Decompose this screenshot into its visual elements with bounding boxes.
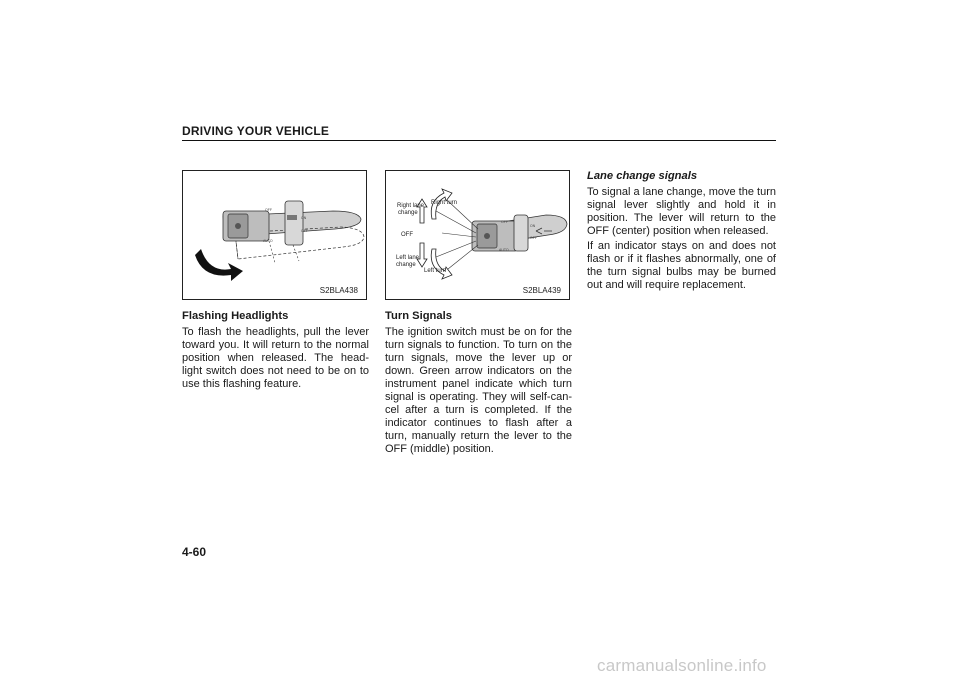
down-curved-arrow-icon [431, 249, 452, 279]
section-flashing-headlights [182, 310, 369, 393]
figure-code: S2BLA439 [522, 286, 561, 295]
turn-signal-illustration [386, 171, 571, 301]
label-off: OFF [401, 232, 413, 238]
label-left-lane-1: Left lane [396, 255, 420, 261]
page-header: DRIVING YOUR VEHICLE [182, 124, 330, 138]
pull-arrow-icon [195, 249, 243, 281]
lever-pull-illustration [183, 171, 368, 301]
label-left-turn: Left turn [424, 268, 447, 274]
switch-label-off-2: OFF [530, 236, 537, 240]
switch-label-off-1: OFF [501, 220, 508, 224]
label-right-turn: Right turn [431, 200, 458, 206]
section-body: To flash the headlights, pull the lever toward you. It will return to the normal position when released. The head-light switch does not need to be on to use this flashing feature. [182, 326, 369, 390]
section-body: The ignition switch must be on for the turn signals to function. To turn on the turn signals, move the lever up or down. Green arrow indicators on the instrument panel indicate which turn signal is operating. They will self-can-cel after a turn is completed. If the indicator continues to flash after a turn, manually return the lever to the OFF (middle) position. [385, 326, 572, 455]
label-right-lane-1: Right lane [397, 203, 425, 209]
figure-code: S2BLA438 [319, 286, 358, 295]
section-paragraph-1: To signal a lane change, move the turn signal lever slightly and hold it in position. The lever will return to the OFF (center) position when released. [587, 186, 776, 237]
figure-flashing-headlights [182, 170, 367, 300]
header-rule [182, 140, 776, 141]
section-heading: Turn Signals [385, 310, 452, 322]
section-heading: Lane change signals [587, 170, 698, 182]
switch-label-auto: AUTO [499, 248, 509, 252]
switch-label-on: ON [530, 224, 536, 228]
section-paragraph-2: If an indicator stays on and does not flash or if it flashes abnormally, one of the turn signal bulbs may be burned out and will require replacement. [587, 240, 776, 291]
switch-label-off-1: OFF [265, 208, 272, 212]
switch-label-auto: AUTO [263, 239, 273, 243]
figure-turn-signals [385, 170, 570, 300]
label-right-lane-2: change [398, 210, 418, 216]
page-number: 4-60 [182, 545, 207, 559]
label-left-lane-2: change [396, 262, 416, 268]
watermark: carmanualsonline.info [597, 656, 767, 675]
section-lane-change [587, 170, 776, 294]
switch-label-off-2: OFF [301, 229, 308, 233]
switch-label-on: ON [301, 216, 307, 220]
section-heading: Flashing Headlights [182, 310, 289, 322]
section-turn-signals [385, 310, 572, 458]
